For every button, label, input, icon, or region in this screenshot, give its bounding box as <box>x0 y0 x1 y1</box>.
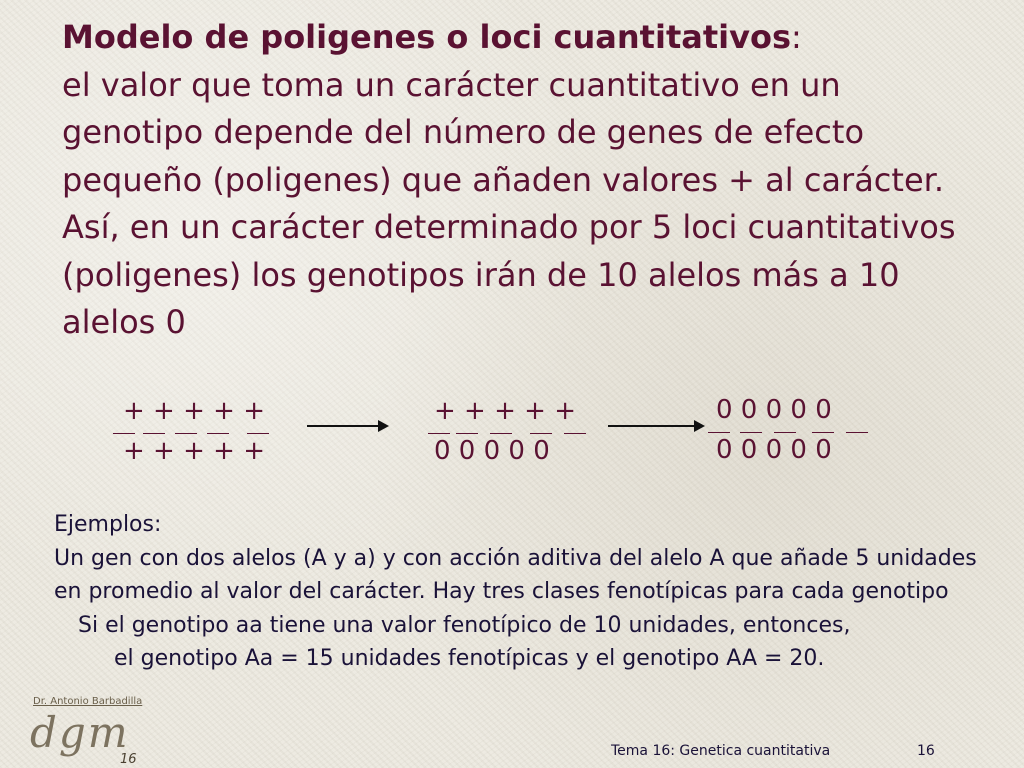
genotype-1 <box>123 396 283 476</box>
genotype-1-bottom: + + + + + <box>123 436 265 466</box>
examples-paragraph: Un gen con dos alelos (A y a) y con acción aditiva del alelo A que añade 5 unidades en promedio al valor del carácter. Hay tres clases fenotípicas para cada genotipo <box>54 545 977 605</box>
dgm-logo-mark: dgm <box>30 708 130 757</box>
examples-heading: Ejemplos: <box>54 512 162 537</box>
footer-page-number: 16 <box>917 743 935 759</box>
footer-course-title: Tema 16: Genetica cuantitativa <box>611 743 831 759</box>
logo-number: 16 <box>120 752 137 767</box>
dgm-logo <box>28 696 178 768</box>
definition-text: el valor que toma un carácter cuantitativo en un genotipo depende del número de genes de efecto pequeño (poligenes) que añaden valores + al carácter. <box>62 65 945 199</box>
author-link[interactable]: Dr. Antonio Barbadilla <box>33 696 143 707</box>
genotype-3 <box>716 395 876 475</box>
genotype-2-bottom: 0 0 0 0 0 <box>434 436 550 466</box>
slide-title: Modelo de poligenes o loci cuantitativos <box>62 18 791 56</box>
genotype-3-top: 0 0 0 0 0 <box>716 395 832 425</box>
examples-result: el genotipo Aa = 15 unidades fenotípicas y el genotipo AA = 20. <box>114 646 825 672</box>
arrow-right-icon <box>608 425 703 427</box>
genotype-2 <box>434 396 594 476</box>
examples-condition: Si el genotipo aa tiene una valor fenotípico de 10 unidades, entonces, <box>78 612 851 638</box>
genotype-3-bottom: 0 0 0 0 0 <box>716 435 832 465</box>
slide-title-colon: : <box>790 18 802 56</box>
genotype-2-top: + + + + + <box>434 396 576 426</box>
slide-title-line <box>62 14 992 62</box>
example-intro-text: Así, en un carácter determinado por 5 loci cuantitativos (poligenes) los genotipos irán de 10 alelos más a 10 alelos 0 <box>62 208 956 341</box>
arrow-right-icon <box>307 425 387 427</box>
main-text-block <box>62 14 992 347</box>
examples-block <box>54 508 984 676</box>
genotype-1-top: + + + + + <box>123 396 265 426</box>
